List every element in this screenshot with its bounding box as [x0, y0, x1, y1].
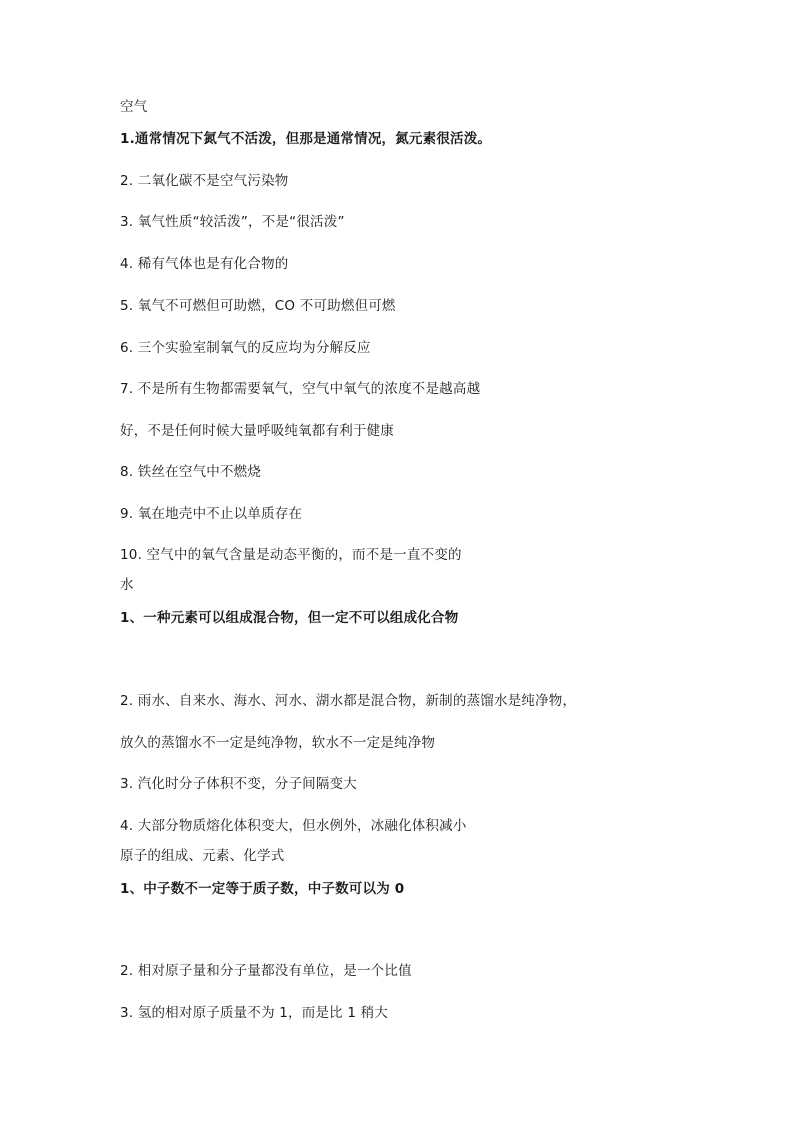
water-point-1: 1、一种元素可以组成混合物，但一定不可以组成化合物 [120, 610, 459, 626]
section-title-water: 水 [120, 577, 134, 593]
atom-point-3: 3. 氢的相对原子质量不为 1，而是比 1 稍大 [120, 1005, 389, 1021]
air-point-7: 7. 不是所有生物都需要氧气，空气中氧气的浓度不是越高越 [120, 381, 481, 397]
air-point-7-continued: 好，不是任何时候大量呼吸纯氧都有利于健康 [120, 423, 394, 439]
air-point-3: 3. 氧气性质“较活泼”，不是“很活泼” [120, 214, 345, 230]
section-title-air: 空气 [120, 99, 148, 115]
air-point-10: 10. 空气中的氧气含量是动态平衡的，而不是一直不变的 [120, 547, 462, 563]
water-point-3: 3. 汽化时分子体积不变，分子间隔变大 [120, 776, 357, 792]
air-point-8: 8. 铁丝在空气中不燃烧 [120, 464, 262, 480]
air-point-1: 1.通常情况下氮气不活泼，但那是通常情况，氮元素很活泼。 [120, 131, 492, 147]
section-title-atom: 原子的组成、元素、化学式 [120, 848, 285, 864]
air-point-6: 6. 三个实验室制氧气的反应均为分解反应 [120, 340, 371, 356]
air-point-4: 4. 稀有气体也是有化合物的 [120, 256, 289, 272]
atom-point-1: 1、中子数不一定等于质子数，中子数可以为 0 [120, 881, 405, 897]
water-point-4: 4. 大部分物质熔化体积变大，但水例外，冰融化体积减小 [120, 818, 467, 834]
atom-point-2: 2. 相对原子量和分子量都没有单位，是一个比值 [120, 963, 412, 979]
water-point-2-continued: 放久的蒸馏水不一定是纯净物，软水不一定是纯净物 [120, 735, 436, 751]
air-point-9: 9. 氧在地壳中不止以单质存在 [120, 506, 303, 522]
air-point-2: 2. 二氧化碳不是空气污染物 [120, 173, 289, 189]
water-point-2: 2. 雨水、自来水、海水、河水、湖水都是混合物，新制的蒸馏水是纯净物， [120, 693, 577, 709]
air-point-5: 5. 氧气不可燃但可助燃，CO 不可助燃但可燃 [120, 298, 396, 314]
